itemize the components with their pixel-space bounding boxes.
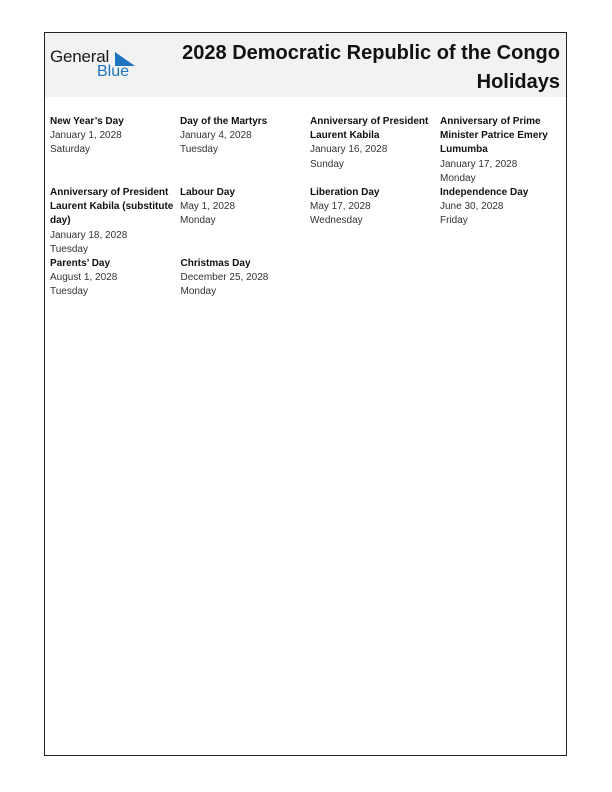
holiday-list [50,115,570,300]
holiday-weekday: Saturday [50,144,91,156]
holiday-item [180,115,310,186]
holiday-weekday: Monday [180,286,217,298]
page-title: 2028 Democratic Republic of the Congo Holidays [182,42,560,93]
holiday-item [50,257,181,300]
holiday-row [50,115,570,186]
holiday-weekday: Monday [440,172,476,184]
holiday-name: Day of the Martyrs [180,116,268,127]
holiday-item [310,115,440,186]
holiday-date: December 25, 2028 [180,272,269,284]
holiday-weekday: Tuesday [180,144,218,156]
holiday-name: Christmas Day [180,258,251,270]
holiday-weekday: Sunday [310,158,344,170]
holiday-item [180,186,310,257]
holiday-date: January 4, 2028 [180,130,252,142]
holiday-name: New Year’s Day [50,116,124,127]
holiday-row [50,257,570,300]
holiday-item [181,257,312,300]
holiday-name: Parents’ Day [50,258,111,270]
generalblue-logo [50,47,140,83]
holiday-item [440,115,570,186]
holiday-date: August 1, 2028 [50,272,118,284]
holiday-name: Labour Day [180,187,236,199]
holiday-date: January 18, 2028 [50,229,128,241]
page-frame [44,32,567,756]
holiday-date: May 1, 2028 [180,201,236,213]
holiday-item [440,186,570,257]
holiday-weekday: Tuesday [50,286,88,298]
holiday-name: Liberation Day [310,187,380,199]
logo-general-text: General [50,47,110,66]
holiday-name: Independence Day [440,187,529,199]
holiday-name: Anniversary of President Laurent Kabila (substitute day) [50,187,174,227]
holiday-date: January 17, 2028 [440,158,518,170]
holiday-weekday: Tuesday [50,243,88,255]
logo-blue-text: Blue [97,63,130,80]
holiday-date: May 17, 2028 [310,201,371,213]
holiday-item [310,186,440,257]
holiday-name: Anniversary of President Laurent Kabila [310,116,429,142]
holiday-date: January 1, 2028 [50,130,122,142]
holiday-weekday: Friday [440,215,468,227]
holiday-item [50,186,180,257]
holiday-row [50,186,570,257]
header [45,33,566,97]
holiday-item [50,115,180,186]
holiday-date: June 30, 2028 [440,201,504,213]
holiday-weekday: Monday [180,215,216,227]
holiday-name: Anniversary of Prime Minister Patrice Emery Lumumba [440,116,548,156]
holiday-weekday: Wednesday [310,215,363,227]
holiday-date: January 16, 2028 [310,144,388,156]
